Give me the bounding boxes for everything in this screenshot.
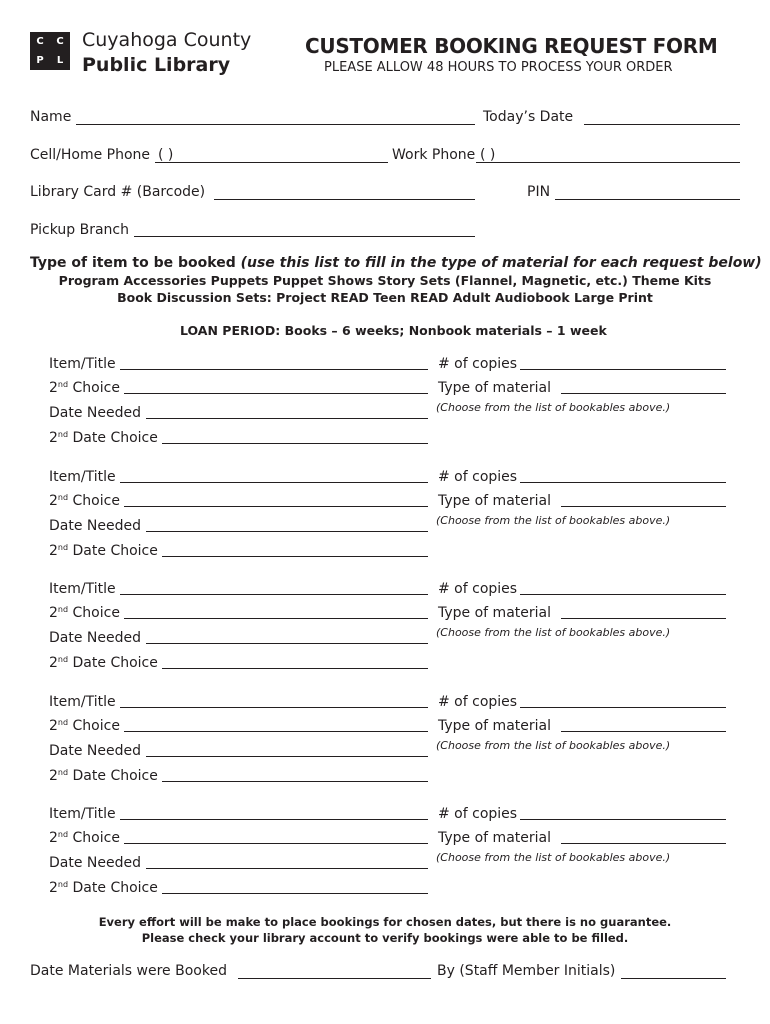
item-types-title: Type of item to be booked — [30, 255, 236, 271]
ordinal-number: 2 — [49, 430, 58, 446]
ordinal-suffix: nd — [57, 768, 69, 777]
library-card-field[interactable] — [214, 199, 475, 200]
second-date-choice-label — [49, 543, 158, 559]
num-copies-label: # of copies — [438, 581, 518, 597]
second-date-choice-field[interactable] — [162, 893, 428, 894]
date-choice-text: Date Choice — [68, 655, 158, 671]
work-phone-label: Work Phone — [392, 147, 476, 163]
second-choice-field[interactable] — [124, 506, 428, 507]
ordinal-number: 2 — [49, 830, 58, 846]
area-code-parens: ( ) — [480, 147, 496, 163]
cell-home-phone-field[interactable] — [155, 162, 388, 163]
ordinal-suffix: nd — [57, 655, 69, 664]
num-copies-label: # of copies — [438, 469, 518, 485]
date-choice-text: Date Choice — [68, 768, 158, 784]
date-needed-label: Date Needed — [49, 405, 141, 421]
num-copies-label: # of copies — [438, 806, 518, 822]
work-phone-field[interactable] — [476, 162, 740, 163]
ordinal-number: 2 — [49, 655, 58, 671]
date-choice-text: Date Choice — [68, 543, 158, 559]
library-card-label: Library Card # (Barcode) — [30, 184, 206, 200]
second-choice-label — [49, 380, 120, 396]
todays-date-field[interactable] — [584, 124, 740, 125]
logo-letter: L — [56, 55, 64, 66]
item-title-field[interactable] — [120, 369, 428, 370]
library-name-line1: Cuyahoga County — [82, 29, 252, 51]
date-choice-text: Date Choice — [68, 880, 158, 896]
ordinal-suffix: nd — [57, 880, 69, 889]
ordinal-suffix: nd — [57, 543, 69, 552]
ordinal-number: 2 — [49, 380, 58, 396]
library-logo-mark — [30, 32, 70, 70]
second-date-choice-label — [49, 655, 158, 671]
choice-text: Choice — [68, 605, 120, 621]
bookables-hint: (Choose from the list of bookables above.) — [436, 401, 671, 414]
date-booked-field[interactable] — [238, 978, 431, 979]
library-name-line2: Public Library — [82, 54, 231, 76]
ordinal-number: 2 — [49, 543, 58, 559]
second-date-choice-field[interactable] — [162, 668, 428, 669]
item-title-field[interactable] — [120, 594, 428, 595]
item-title-label: Item/Title — [49, 694, 116, 710]
cell-home-phone-label: Cell/Home Phone — [30, 147, 151, 163]
date-needed-field[interactable] — [146, 418, 428, 419]
form-subtitle: PLEASE ALLOW 48 HOURS TO PROCESS YOUR ORDER — [324, 60, 673, 75]
bookables-hint: (Choose from the list of bookables above.) — [436, 851, 671, 864]
second-date-choice-label — [49, 880, 158, 896]
second-choice-label — [49, 493, 120, 509]
logo-letter: C — [56, 36, 64, 47]
date-needed-label: Date Needed — [49, 855, 141, 871]
loan-period: LOAN PERIOD: Books – 6 weeks; Nonbook materials – 1 week — [180, 323, 607, 338]
ordinal-suffix: nd — [57, 380, 69, 389]
bookables-hint: (Choose from the list of bookables above.) — [436, 514, 671, 527]
second-choice-label — [49, 830, 120, 846]
date-needed-label: Date Needed — [49, 743, 141, 759]
pickup-branch-label: Pickup Branch — [30, 222, 129, 238]
staff-initials-label: By (Staff Member Initials) — [437, 963, 616, 979]
ordinal-suffix: nd — [57, 430, 69, 439]
bookables-hint: (Choose from the list of bookables above.) — [436, 739, 671, 752]
second-date-choice-field[interactable] — [162, 443, 428, 444]
choice-text: Choice — [68, 493, 120, 509]
verify-note: Please check your library account to verify bookings were able to be filled. — [141, 931, 629, 945]
ordinal-number: 2 — [49, 768, 58, 784]
type-of-material-label: Type of material — [438, 493, 551, 509]
type-of-material-field[interactable] — [561, 618, 726, 619]
num-copies-field[interactable] — [520, 707, 726, 708]
type-of-material-label: Type of material — [438, 380, 551, 396]
ordinal-number: 2 — [49, 718, 58, 734]
type-of-material-label: Type of material — [438, 605, 551, 621]
item-title-label: Item/Title — [49, 806, 116, 822]
type-of-material-field[interactable] — [561, 393, 726, 394]
ordinal-number: 2 — [49, 493, 58, 509]
guarantee-note: Every effort will be make to place bookings for chosen dates, but there is no guarantee. — [98, 915, 672, 929]
date-booked-label: Date Materials were Booked — [30, 963, 227, 979]
second-choice-field[interactable] — [124, 731, 428, 732]
choice-text: Choice — [68, 380, 120, 396]
name-field[interactable] — [76, 124, 475, 125]
num-copies-field[interactable] — [520, 482, 726, 483]
second-date-choice-field[interactable] — [162, 781, 428, 782]
date-needed-label: Date Needed — [49, 630, 141, 646]
ordinal-suffix: nd — [57, 605, 69, 614]
item-types-list-2: Book Discussion Sets: Project READ Teen READ Adult Audiobook Large Print — [117, 290, 653, 305]
type-of-material-label: Type of material — [438, 718, 551, 734]
ordinal-number: 2 — [49, 605, 58, 621]
item-title-field[interactable] — [120, 482, 428, 483]
num-copies-label: # of copies — [438, 694, 518, 710]
num-copies-field[interactable] — [520, 369, 726, 370]
ordinal-suffix: nd — [57, 830, 69, 839]
item-types-note: (use this list to fill in the type of material for each request below) — [240, 255, 762, 271]
date-needed-field[interactable] — [146, 868, 428, 869]
item-title-label: Item/Title — [49, 581, 116, 597]
logo-letter: C — [36, 36, 44, 47]
choice-text: Choice — [68, 718, 120, 734]
pickup-branch-field[interactable] — [134, 236, 475, 237]
ordinal-suffix: nd — [57, 718, 69, 727]
second-choice-label — [49, 605, 120, 621]
name-label: Name — [30, 109, 72, 125]
pin-label: PIN — [527, 184, 551, 200]
type-of-material-field[interactable] — [561, 731, 726, 732]
staff-initials-field[interactable] — [621, 978, 726, 979]
ordinal-suffix: nd — [57, 493, 69, 502]
pin-field[interactable] — [555, 199, 740, 200]
second-choice-field[interactable] — [124, 618, 428, 619]
ordinal-number: 2 — [49, 880, 58, 896]
item-types-list-1: Program Accessories Puppets Puppet Shows Story Sets (Flannel, Magnetic, etc.) Theme Kits — [58, 273, 712, 288]
second-date-choice-field[interactable] — [162, 556, 428, 557]
num-copies-field[interactable] — [520, 594, 726, 595]
type-of-material-field[interactable] — [561, 843, 726, 844]
second-date-choice-label — [49, 768, 158, 784]
date-needed-field[interactable] — [146, 531, 428, 532]
item-types-heading — [30, 255, 762, 271]
type-of-material-field[interactable] — [561, 506, 726, 507]
choice-text: Choice — [68, 830, 120, 846]
area-code-parens: ( ) — [158, 147, 174, 163]
num-copies-label: # of copies — [438, 356, 518, 372]
item-title-label: Item/Title — [49, 356, 116, 372]
type-of-material-label: Type of material — [438, 830, 551, 846]
item-title-label: Item/Title — [49, 469, 116, 485]
logo-letter: P — [36, 55, 44, 66]
form-title: CUSTOMER BOOKING REQUEST FORM — [305, 34, 718, 58]
bookables-hint: (Choose from the list of bookables above.) — [436, 626, 671, 639]
date-needed-field[interactable] — [146, 756, 428, 757]
date-needed-label: Date Needed — [49, 518, 141, 534]
num-copies-field[interactable] — [520, 819, 726, 820]
todays-date-label: Today’s Date — [483, 109, 574, 125]
item-title-field[interactable] — [120, 819, 428, 820]
second-choice-label — [49, 718, 120, 734]
date-needed-field[interactable] — [146, 643, 428, 644]
item-title-field[interactable] — [120, 707, 428, 708]
second-choice-field[interactable] — [124, 393, 428, 394]
date-choice-text: Date Choice — [68, 430, 158, 446]
second-date-choice-label — [49, 430, 158, 446]
second-choice-field[interactable] — [124, 843, 428, 844]
